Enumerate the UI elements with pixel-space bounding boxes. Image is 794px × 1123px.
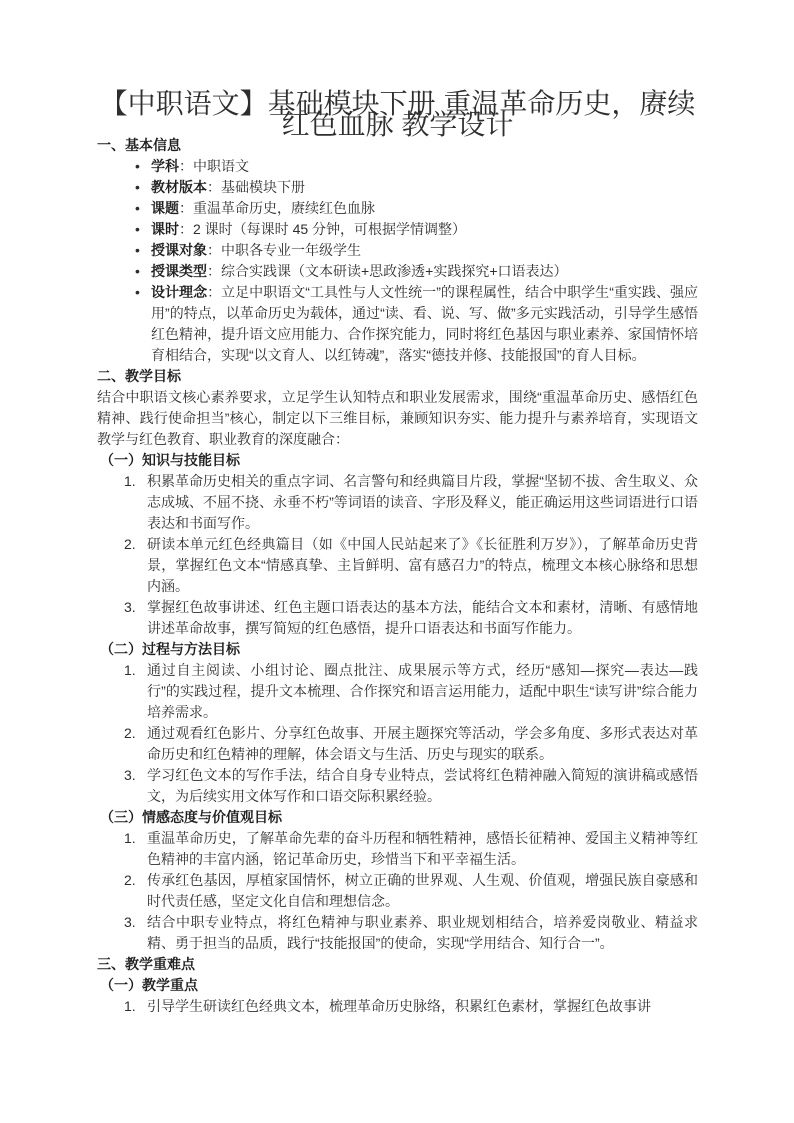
numbered-item: 传承红色基因，厚植家国情怀，树立正确的世界观、人生观、价值观，增强民族自豪感和时代责任感，坚定文化自信和理想信念。 — [147, 872, 698, 909]
bullet-item-textbook — [97, 177, 698, 198]
bullet-item-subject — [97, 156, 698, 177]
heading-objectives: 二、教学目标 — [97, 368, 181, 384]
numbered-item: 通过观看红色影片、分享红色故事、开展主题探究等活动，学会多角度、多形式表达对革命历史和红色精神的理解，体会语文与生活、历史与现实的联系。 — [147, 725, 698, 762]
bullet-item-audience — [97, 240, 698, 261]
heading-key-points: 三、教学重难点 — [97, 956, 195, 972]
document-title: 【中职语文】基础模块下册 重温革命历史，赓续红色血脉 教学设计 — [99, 88, 696, 140]
knowledge-skills-list — [97, 471, 698, 639]
numbered-item: 重温革命历史，了解革命先辈的奋斗历程和牺牲精神，感悟长征精神、爱国主义精神等红色精神的丰富内涵，铭记革命历史，珍惜当下和平幸福生活。 — [147, 830, 698, 867]
numbered-item: 结合中职专业特点，将红色精神与职业素养、职业规划相结合，培养爱岗敬业、精益求精、勇于担当的品质，践行“技能报国”的使命，实现“学用结合、知行合一”。 — [147, 914, 698, 951]
numbered-item: 引导学生研读红色经典文本，梳理革命历史脉络，积累红色素材，掌握红色故事讲 — [147, 998, 651, 1014]
bullet-label: 课时 — [151, 221, 179, 237]
teaching-focus-list — [97, 996, 698, 1017]
bullet-label: 设计理念 — [151, 284, 208, 300]
bullet-text: ：中职语文 — [179, 158, 249, 174]
numbered-item: 积累革命历史相关的重点字词、名言警句和经典篇目片段，掌握“坚韧不拔、舍生取义、众志成城、不屈不挠、永垂不朽”等词语的读音、字形及释义，能正确运用这些词语进行口语表达和书面写作。 — [147, 473, 698, 531]
heading-values-attitude: （三）情感态度与价值观目标 — [100, 809, 282, 825]
heading-knowledge-skills: （一）知识与技能目标 — [100, 452, 240, 468]
bullet-item-periods — [97, 219, 698, 240]
bullet-label: 学科 — [151, 158, 179, 174]
bullet-label: 课题 — [151, 200, 179, 216]
bullet-item-topic — [97, 198, 698, 219]
bullet-text: ：基础模块下册 — [207, 179, 305, 195]
bullet-label: 授课类型 — [151, 263, 207, 279]
bullet-label: 教材版本 — [151, 179, 207, 195]
numbered-item: 学习红色文本的写作手法，结合自身专业特点，尝试将红色精神融入简短的演讲稿或感悟文，为后续实用文体写作和口语交际积累经验。 — [147, 767, 698, 804]
bullet-text: ：立足中职语文“工具性与人文性统一”的课程属性，结合中职学生“重实践、强应用”的特点，以革命历史为载体，通过“读、看、说、写、做”多元实践活动，引导学生感悟红色精神，提升语文应用能力、合作探究能力，同时将红色基因与职业素养、家国情怀培育相结合，实现“以文育人、以红铸魂”，落实“德技并修、技能报国”的育人目标。 — [151, 284, 699, 363]
bullet-item-lesson-type — [97, 261, 698, 282]
bullet-text: ：中职各专业一年级学生 — [207, 242, 361, 258]
bullet-text: ：重温革命历史，赓续红色血脉 — [179, 200, 375, 216]
basic-info-list — [97, 156, 698, 366]
objectives-intro: 结合中职语文核心素养要求，立足学生认知特点和职业发展需求，围绕“重温革命历史、感悟红色精神、践行使命担当”核心，制定以下三维目标，兼顾知识夯实、能力提升与素养培育，实现语文教学与红色教育、职业教育的深度融合： — [97, 389, 698, 447]
numbered-item: 掌握红色故事讲述、红色主题口语表达的基本方法，能结合文本和素材，清晰、有感情地讲述革命故事，撰写简短的红色感悟，提升口语表达和书面写作能力。 — [147, 599, 698, 636]
process-method-list — [97, 660, 698, 807]
bullet-item-design-concept — [97, 282, 698, 366]
heading-process-method: （二）过程与方法目标 — [100, 641, 240, 657]
heading-teaching-focus: （一）教学重点 — [100, 977, 198, 993]
heading-basic-info: 一、基本信息 — [97, 137, 181, 153]
numbered-item: 研读本单元红色经典篇目（如《中国人民站起来了》《长征胜利万岁》），了解革命历史背景，掌握红色文本“情感真挚、主旨鲜明、富有感召力”的特点，梳理文本核心脉络和思想内涵。 — [147, 536, 698, 594]
numbered-item: 通过自主阅读、小组讨论、圈点批注、成果展示等方式，经历“感知—探究—表达—践行”的实践过程，提升文本梳理、合作探究和语言运用能力，适配中职生“读写讲”综合能力培养需求。 — [147, 662, 698, 720]
bullet-text: ：2 课时（每课时 45 分钟，可根据学情调整） — [179, 221, 467, 237]
bullet-text: ：综合实践课（文本研读+思政渗透+实践探究+口语表达） — [207, 263, 568, 279]
values-attitude-list — [97, 828, 698, 954]
bullet-label: 授课对象 — [151, 242, 207, 258]
